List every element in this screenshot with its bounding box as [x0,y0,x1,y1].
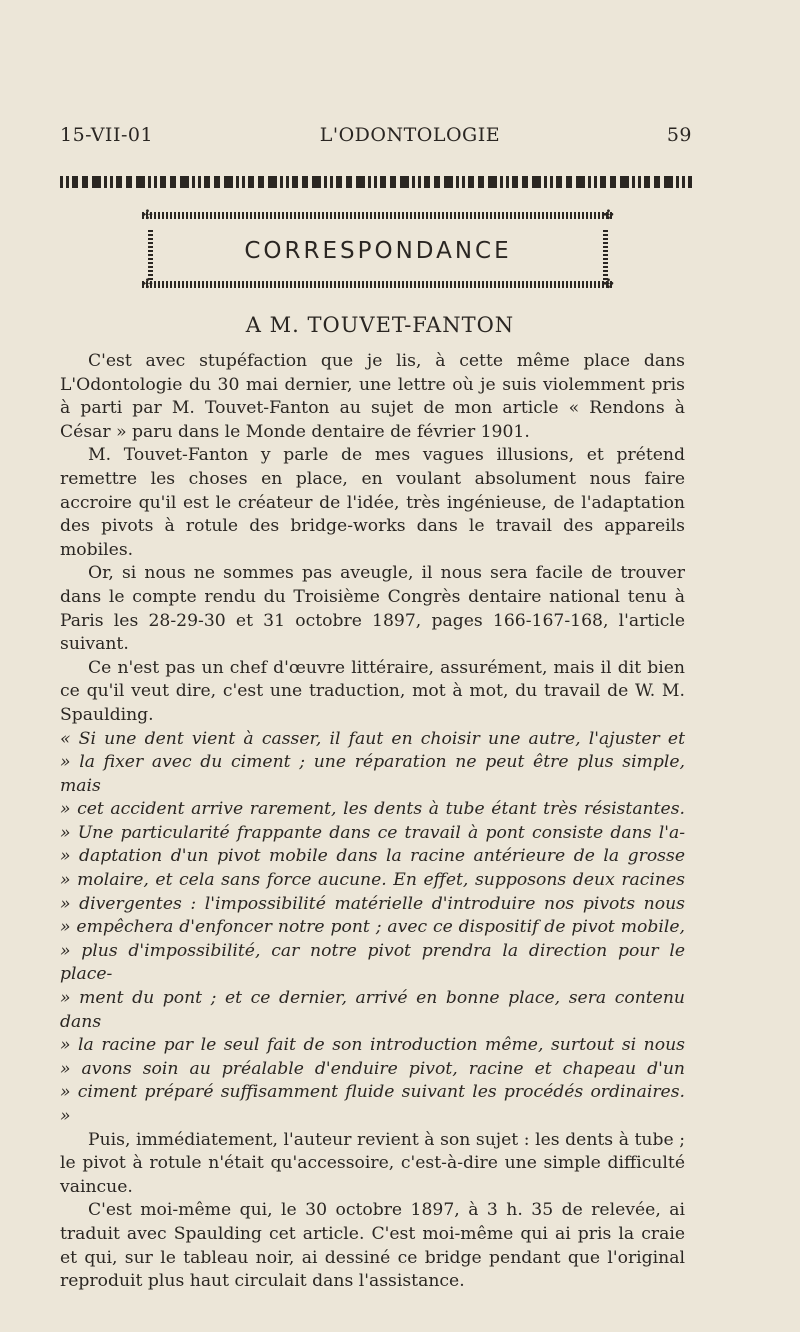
quote-line: » divergentes : l'impossibilité matérielle d'introduire nos pivots nous [60,893,685,914]
paragraph: Ce n'est pas un chef d'œuvre littéraire, assurément, mais il dit bien ce qu'il veut dire, c'est une traduction, mot à mot, du travail de W. M. Spaulding. [60,657,685,725]
paragraph: Puis, immédiatement, l'auteur revient à son sujet : les dents à tube ; le pivot à rotule n'était qu'accessoire, c'est-à-dire une simple difficulté vaincue. [60,1129,685,1197]
paragraph: C'est moi-même qui, le 30 octobre 1897, à 3 h. 35 de relevée, ai traduit avec Spaulding cet article. C'est moi-même qui ai pris la craie et qui, sur le tableau noir, ai dessiné ce bridge pendant que l'original reproduit plus haut circulait dans l'assistance. [60,1200,685,1292]
frame-top-border [142,208,614,223]
quote-line: » daptation d'un pivot mobile dans la racine antérieure de la grosse [60,846,685,867]
paragraph: Or, si nous ne sommes pas aveugle, il nous sera facile de trouver dans le compte rendu du Troisième Congrès dentaire national tenu à Paris les 28-29-30 et 31 octobre 1897, pages 166-167-168, l'article suivant. [60,563,685,655]
issue-date: 15-VII-01 [60,124,154,146]
section-title: CORRESPONDANCE [244,238,512,264]
quote-line: » avons soin au préalable d'enduire pivot, racine et chapeau d'un [60,1058,685,1079]
article-body [60,350,685,1294]
article-title: A M. TOUVET-FANTON [245,313,515,337]
quote-line: » ment du pont ; et ce dernier, arrivé en bonne place, sera contenu dans [60,988,685,1032]
block-quote [60,728,685,1129]
corner-ornament-icon: ✣ [142,208,153,223]
quote-line: » la racine par le seul fait de son introduction même, surtout si nous [60,1035,685,1056]
quote-line: » ciment préparé suffisamment fluide suivant les procédés ordinaires. » [60,1082,685,1126]
section-title-frame [142,208,614,292]
quote-line: » plus d'impossibilité, car notre pivot prendra la direction pour le place- [60,940,685,985]
corner-ornament-icon: ✣ [603,277,614,292]
quote-line: » Une particularité frappante dans ce travail à pont consiste dans l'a- [60,822,685,843]
corner-ornament-icon: ✣ [142,277,153,292]
paragraph: M. Touvet-Fanton y parle de mes vagues illusions, et prétend remettre les choses en place, en voulant absolument nous faire accroire qu'il est le créateur de l'idée, très ingénieuse, de l'adaptation des pivots à rotule des bridge-works dans le travail des appareils mobiles. [60,445,685,560]
page-number: 59 [666,124,692,146]
journal-title: L'ODONTOLOGIE [319,124,501,146]
quote-line: » la fixer avec du ciment ; une réparation ne peut être plus simple, mais [60,752,685,796]
running-header [60,124,692,146]
quote-line: » empêchera d'enfoncer notre pont ; avec ce dispositif de pivot mobile, [60,917,685,938]
quote-line: » cet accident arrive rarement, les dents à tube étant très résistantes. [60,799,685,820]
paragraph: C'est avec stupéfaction que je lis, à cette même place dans L'Odontologie du 30 mai dernier, une lettre où je suis violemment pris à parti par M. Touvet-Fanton au sujet de mon article « Rendons à César » paru dans le Monde dentaire de février 1901. [60,351,685,442]
corner-ornament-icon: ✣ [603,208,614,223]
quote-line: « Si une dent vient à casser, il faut en choisir une autre, l'ajuster et [60,728,685,749]
quote-line: » molaire, et cela sans force aucune. En effet, supposons deux racines [60,870,685,891]
frame-bottom-border [142,277,614,292]
ornamental-rule [60,176,692,188]
